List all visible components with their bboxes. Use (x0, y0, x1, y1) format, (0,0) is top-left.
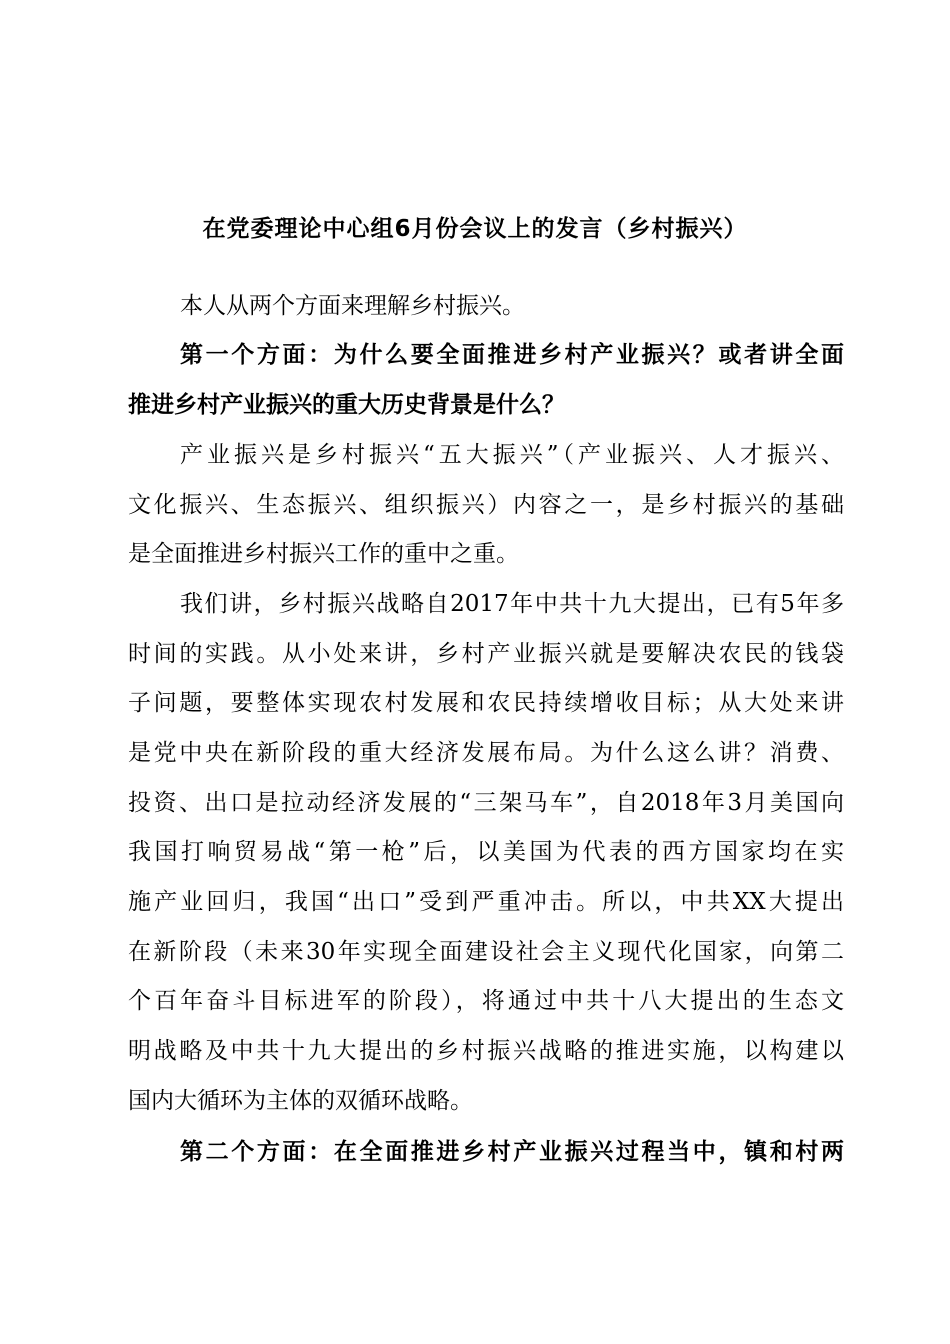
paragraph-line: 文化振兴、生态振兴、组织振兴）内容之一，是乡村振兴的基础 (128, 492, 844, 518)
paragraph-line: 是党中央在新阶段的重大经济发展布局。为什么这么讲？消费、 (128, 740, 844, 766)
section-heading-line: 推进乡村产业振兴的重大历史背景是什么？ (128, 392, 565, 418)
section-heading-line: 第二个方面：在全面推进乡村产业振兴过程当中，镇和村两 (180, 1139, 844, 1165)
paragraph-line: 明战略及中共十九大提出的乡村振兴战略的推进实施，以构建以 (128, 1038, 844, 1064)
paragraph-line: 施产业回归，我国“出口”受到严重冲击。所以，中共XX大提出 (128, 889, 844, 915)
paragraph-line: 国内大循环为主体的双循环战略。 (128, 1088, 473, 1114)
paragraph-line: 投资、出口是拉动经济发展的“三架马车”，自2018年3月美国向 (128, 790, 844, 816)
paragraph-line: 我们讲，乡村振兴战略自2017年中共十九大提出，已有5年多 (180, 591, 844, 617)
paragraph-line: 个百年奋斗目标进军的阶段），将通过中共十八大提出的生态文 (128, 988, 844, 1014)
paragraph-line: 产业振兴是乡村振兴“五大振兴”（产业振兴、人才振兴、 (180, 442, 844, 468)
section-heading-line: 第一个方面：为什么要全面推进乡村产业振兴？或者讲全面 (180, 342, 844, 368)
paragraph-line: 我国打响贸易战“第一枪”后，以美国为代表的西方国家均在实 (128, 839, 844, 865)
paragraph-line: 本人从两个方面来理解乡村振兴。 (180, 293, 525, 319)
paragraph-line: 时间的实践。从小处来讲，乡村产业振兴就是要解决农民的钱袋 (128, 641, 844, 667)
document-title: 在党委理论中心组6月份会议上的发言（乡村振兴） (202, 216, 748, 242)
paragraph-line: 子问题，要整体实现农村发展和农民持续增收目标；从大处来讲 (128, 690, 844, 716)
paragraph-line: 在新阶段（未来30年实现全面建设社会主义现代化国家，向第二 (128, 939, 844, 965)
paragraph-line: 是全面推进乡村振兴工作的重中之重。 (128, 541, 519, 567)
